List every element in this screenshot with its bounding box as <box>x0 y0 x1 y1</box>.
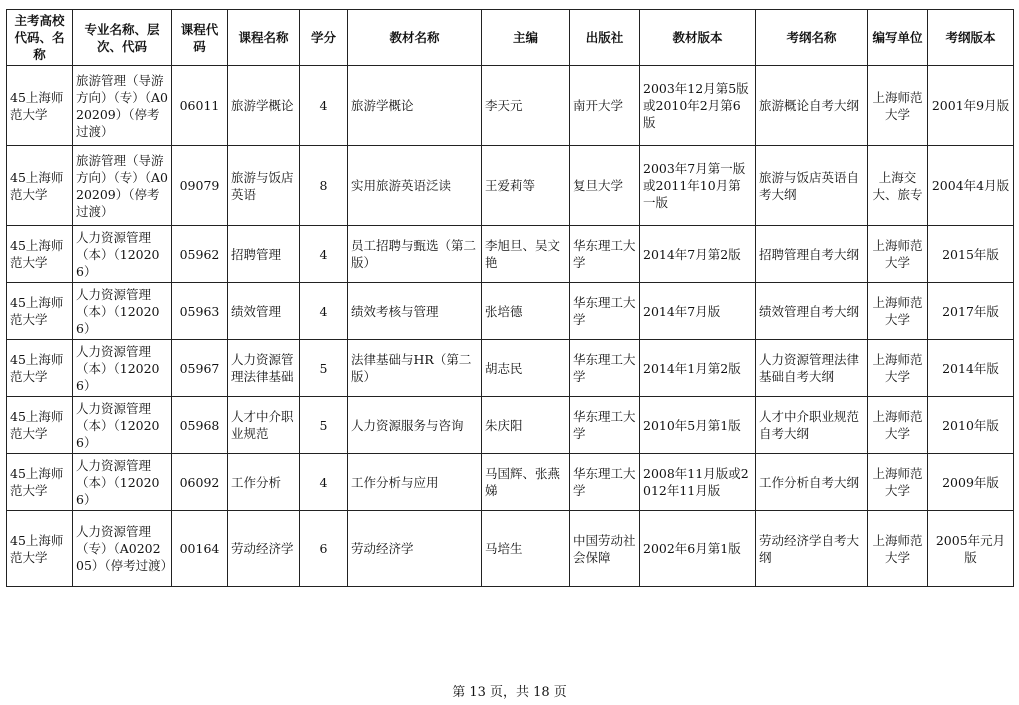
course-name-cell: 工作分析 <box>228 454 300 511</box>
editor-cell: 王爱莉等 <box>482 146 570 226</box>
edition-cell: 2002年6月第1版 <box>640 511 756 587</box>
unit-cell: 上海师范大学 <box>868 340 928 397</box>
header-cell: 出版社 <box>570 10 640 66</box>
school-cell: 45上海师范大学 <box>7 454 73 511</box>
publisher-cell: 华东理工大学 <box>570 454 640 511</box>
outline-cell: 人力资源管理法律基础自考大纲 <box>756 340 868 397</box>
header-cell: 专业名称、层次、代码 <box>73 10 172 66</box>
outline-cell: 旅游概论自考大纲 <box>756 66 868 146</box>
course-code-cell: 06092 <box>172 454 228 511</box>
unit-cell: 上海交大、旅专 <box>868 146 928 226</box>
textbook-cell: 实用旅游英语泛读 <box>348 146 482 226</box>
table-row <box>7 146 1014 226</box>
table-row <box>7 283 1014 340</box>
edition-cell: 2014年7月版 <box>640 283 756 340</box>
course-code-cell: 05967 <box>172 340 228 397</box>
outline-cell: 绩效管理自考大纲 <box>756 283 868 340</box>
edition-cell: 2003年7月第一版或2011年10月第一版 <box>640 146 756 226</box>
textbook-cell: 劳动经济学 <box>348 511 482 587</box>
textbook-cell: 绩效考核与管理 <box>348 283 482 340</box>
major-cell: 人力资源管理（专）（A020205）（停考过渡） <box>73 511 172 587</box>
course-code-cell: 00164 <box>172 511 228 587</box>
outline-cell: 旅游与饭店英语自考大纲 <box>756 146 868 226</box>
school-cell: 45上海师范大学 <box>7 397 73 454</box>
header-cell: 课程名称 <box>228 10 300 66</box>
publisher-cell: 华东理工大学 <box>570 226 640 283</box>
table-row <box>7 454 1014 511</box>
editor-cell: 马国辉、张燕娣 <box>482 454 570 511</box>
course-name-cell: 招聘管理 <box>228 226 300 283</box>
course-code-cell: 05963 <box>172 283 228 340</box>
outline-version-cell: 2009年版 <box>928 454 1014 511</box>
header-cell: 课程代码 <box>172 10 228 66</box>
major-cell: 人力资源管理（本）（120206） <box>73 397 172 454</box>
header-cell: 考纲名称 <box>756 10 868 66</box>
unit-cell: 上海师范大学 <box>868 66 928 146</box>
major-cell: 人力资源管理（本）（120206） <box>73 226 172 283</box>
major-cell: 旅游管理（导游方向）（专）（A020209）（停考过渡） <box>73 146 172 226</box>
outline-cell: 人才中介职业规范自考大纲 <box>756 397 868 454</box>
header-row <box>7 10 1014 66</box>
editor-cell: 李旭旦、吴文艳 <box>482 226 570 283</box>
header-cell: 主编 <box>482 10 570 66</box>
header-cell: 编写单位 <box>868 10 928 66</box>
credit-cell: 4 <box>300 226 348 283</box>
course-name-cell: 劳动经济学 <box>228 511 300 587</box>
publisher-cell: 南开大学 <box>570 66 640 146</box>
header-cell: 学分 <box>300 10 348 66</box>
outline-version-cell: 2017年版 <box>928 283 1014 340</box>
credit-cell: 5 <box>300 397 348 454</box>
textbook-cell: 工作分析与应用 <box>348 454 482 511</box>
course-code-cell: 06011 <box>172 66 228 146</box>
header-cell: 教材名称 <box>348 10 482 66</box>
course-name-cell: 绩效管理 <box>228 283 300 340</box>
unit-cell: 上海师范大学 <box>868 226 928 283</box>
outline-cell: 工作分析自考大纲 <box>756 454 868 511</box>
school-cell: 45上海师范大学 <box>7 340 73 397</box>
textbook-cell: 法律基础与HR（第二版） <box>348 340 482 397</box>
table-row <box>7 226 1014 283</box>
major-cell: 人力资源管理（本）（120206） <box>73 340 172 397</box>
course-code-cell: 05962 <box>172 226 228 283</box>
credit-cell: 5 <box>300 340 348 397</box>
school-cell: 45上海师范大学 <box>7 66 73 146</box>
editor-cell: 马培生 <box>482 511 570 587</box>
table-row <box>7 340 1014 397</box>
course-name-cell: 旅游学概论 <box>228 66 300 146</box>
edition-cell: 2003年12月第5版或2010年2月第6版 <box>640 66 756 146</box>
unit-cell: 上海师范大学 <box>868 397 928 454</box>
school-cell: 45上海师范大学 <box>7 511 73 587</box>
textbook-cell: 员工招聘与甄选（第二版） <box>348 226 482 283</box>
outline-version-cell: 2001年9月版 <box>928 66 1014 146</box>
outline-version-cell: 2004年4月版 <box>928 146 1014 226</box>
header-cell: 主考高校代码、名称 <box>7 10 73 66</box>
credit-cell: 4 <box>300 66 348 146</box>
credit-cell: 6 <box>300 511 348 587</box>
course-name-cell: 人才中介职业规范 <box>228 397 300 454</box>
textbook-cell: 人力资源服务与咨询 <box>348 397 482 454</box>
editor-cell: 朱庆阳 <box>482 397 570 454</box>
editor-cell: 胡志民 <box>482 340 570 397</box>
publisher-cell: 中国劳动社会保障 <box>570 511 640 587</box>
outline-version-cell: 2014年版 <box>928 340 1014 397</box>
table-row <box>7 397 1014 454</box>
course-table <box>6 9 1014 587</box>
edition-cell: 2014年1月第2版 <box>640 340 756 397</box>
course-name-cell: 人力资源管理法律基础 <box>228 340 300 397</box>
unit-cell: 上海师范大学 <box>868 454 928 511</box>
course-name-cell: 旅游与饭店英语 <box>228 146 300 226</box>
outline-version-cell: 2010年版 <box>928 397 1014 454</box>
major-cell: 旅游管理（导游方向）（专）（A020209）（停考过渡） <box>73 66 172 146</box>
table-row <box>7 66 1014 146</box>
major-cell: 人力资源管理（本）（120206） <box>73 283 172 340</box>
table-row <box>7 511 1014 587</box>
header-cell: 教材版本 <box>640 10 756 66</box>
credit-cell: 8 <box>300 146 348 226</box>
course-code-cell: 09079 <box>172 146 228 226</box>
course-code-cell: 05968 <box>172 397 228 454</box>
publisher-cell: 复旦大学 <box>570 146 640 226</box>
school-cell: 45上海师范大学 <box>7 283 73 340</box>
editor-cell: 李天元 <box>482 66 570 146</box>
credit-cell: 4 <box>300 283 348 340</box>
editor-cell: 张培德 <box>482 283 570 340</box>
publisher-cell: 华东理工大学 <box>570 397 640 454</box>
publisher-cell: 华东理工大学 <box>570 283 640 340</box>
textbook-cell: 旅游学概论 <box>348 66 482 146</box>
outline-version-cell: 2015年版 <box>928 226 1014 283</box>
unit-cell: 上海师范大学 <box>868 283 928 340</box>
edition-cell: 2010年5月第1版 <box>640 397 756 454</box>
school-cell: 45上海师范大学 <box>7 146 73 226</box>
unit-cell: 上海师范大学 <box>868 511 928 587</box>
school-cell: 45上海师范大学 <box>7 226 73 283</box>
table-body <box>7 66 1014 587</box>
publisher-cell: 华东理工大学 <box>570 340 640 397</box>
page-number: 第 13 页，共 18 页 <box>452 685 567 700</box>
edition-cell: 2008年11月版或2012年11月版 <box>640 454 756 511</box>
outline-version-cell: 2005年元月版 <box>928 511 1014 587</box>
header-cell: 考纲版本 <box>928 10 1014 66</box>
outline-cell: 招聘管理自考大纲 <box>756 226 868 283</box>
edition-cell: 2014年7月第2版 <box>640 226 756 283</box>
credit-cell: 4 <box>300 454 348 511</box>
major-cell: 人力资源管理（本）（120206） <box>73 454 172 511</box>
outline-cell: 劳动经济学自考大纲 <box>756 511 868 587</box>
